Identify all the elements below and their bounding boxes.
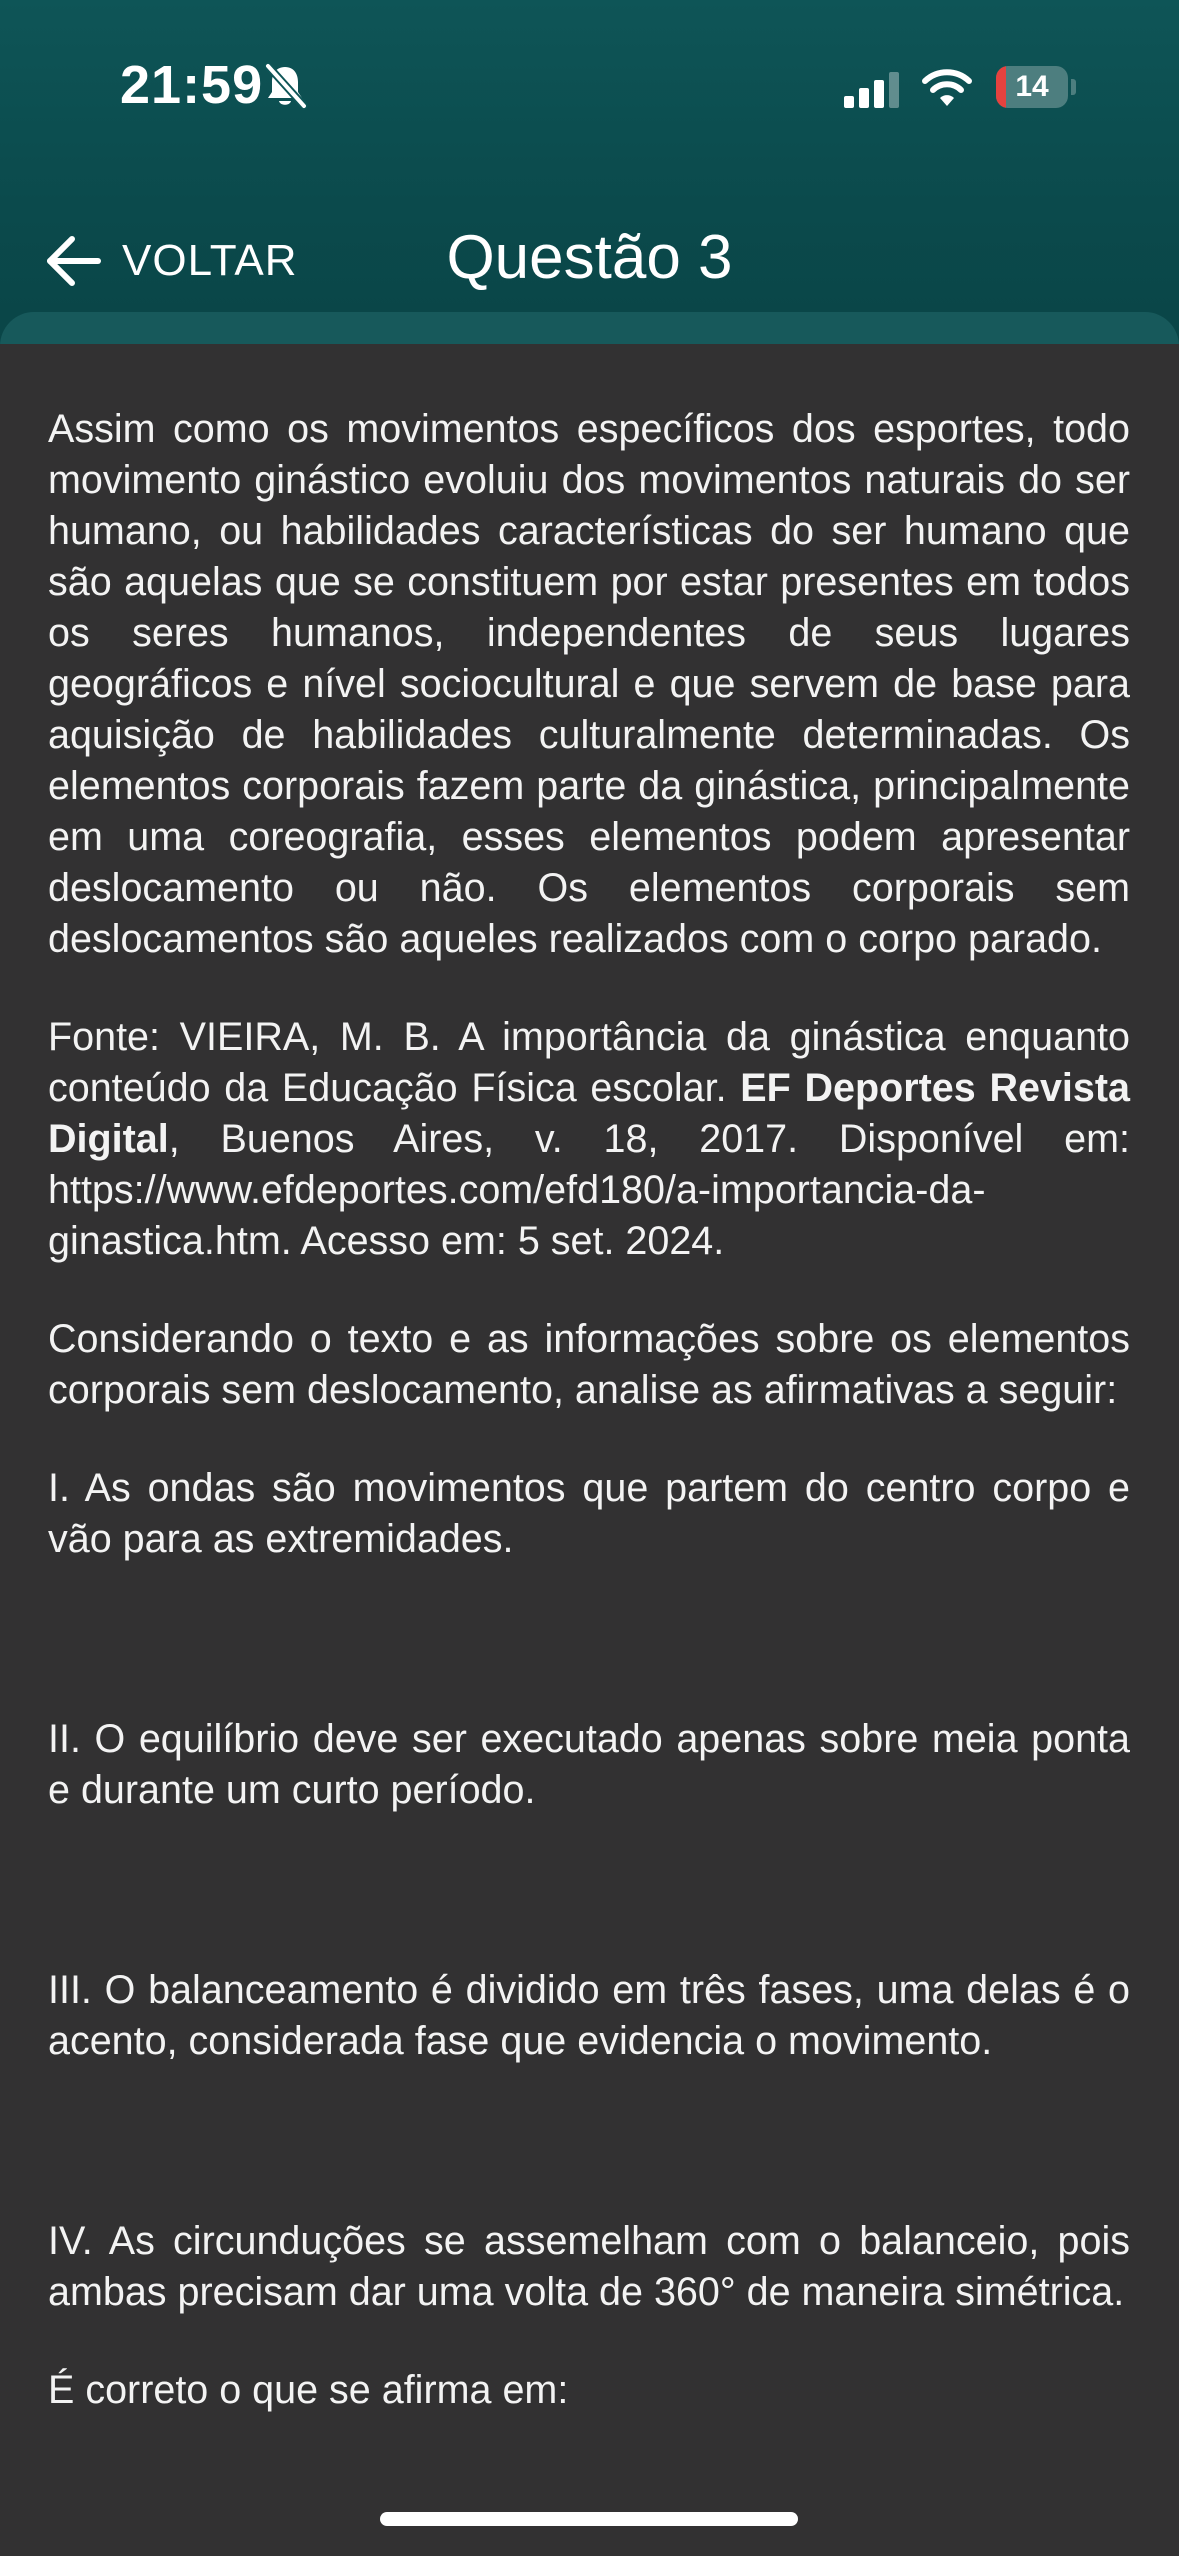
statement-1: I. As ondas são movimentos que partem do centro corpo e vão para as extremidades. [48, 1466, 1130, 1561]
page-title: Questão 3 [446, 223, 733, 292]
home-indicator[interactable] [380, 2512, 798, 2526]
bell-slash-icon [262, 62, 308, 110]
statement-3: III. O balanceamento é dividido em três fases, uma delas é o acento, considerada fase que evidencia o movimento. [48, 1968, 1130, 2063]
question-body [48, 404, 1130, 2416]
question-paragraph: Assim como os movimentos específicos dos esportes, todo movimento ginástico evoluiu dos movimentos naturais do ser humano, ou habilidades características do ser humano que são aquelas que se constituem por estar presentes em todos os seres humanos, independentes de seus lugares geográficos e nível sociocultural e que servem de base para aquisição de habilidades culturalmente determinadas. Os elementos corporais fazem parte da ginástica, principalmente em uma coreografia, esses elementos podem apresentar deslocamento ou não. Os elementos corporais sem deslocamentos são aqueles realizados com o corpo parado. [48, 407, 1130, 961]
wifi-icon [922, 68, 972, 108]
source-citation [48, 1012, 1130, 1267]
source-journal: EF Deportes Revista Digital [48, 1066, 1130, 1161]
statement-4: IV. As circunduções se assemelham com o balanceio, pois ambas precisam dar uma volta de 360° de maneira simétrica. [48, 2219, 1130, 2314]
battery-percentage: 14 [1015, 70, 1049, 103]
battery-icon [996, 66, 1076, 108]
question-closing: É correto o que se afirma em: [48, 2368, 569, 2412]
cellular-signal-icon [844, 72, 900, 108]
back-label: VOLTAR [122, 236, 298, 285]
question-prompt: Considerando o texto e as informações sobre os elementos corporais sem deslocamento, analise as afirmativas a seguir: [48, 1317, 1130, 1412]
source-prefix: Fonte: VIEIRA, M. B. A importância da ginástica enquanto conteúdo da Educação Física escolar. [48, 1015, 1130, 1110]
statement-2: II. O equilíbrio deve ser executado apenas sobre meia ponta e durante um curto período. [48, 1717, 1130, 1812]
source-suffix: , Buenos Aires, v. 18, 2017. Disponível em: https://www.efdeportes.com/efd180/a-importancia-da-ginastica.htm. Acesso em: 5 set. 2024. [48, 1117, 1130, 1263]
status-time: 21:59 [120, 55, 264, 115]
